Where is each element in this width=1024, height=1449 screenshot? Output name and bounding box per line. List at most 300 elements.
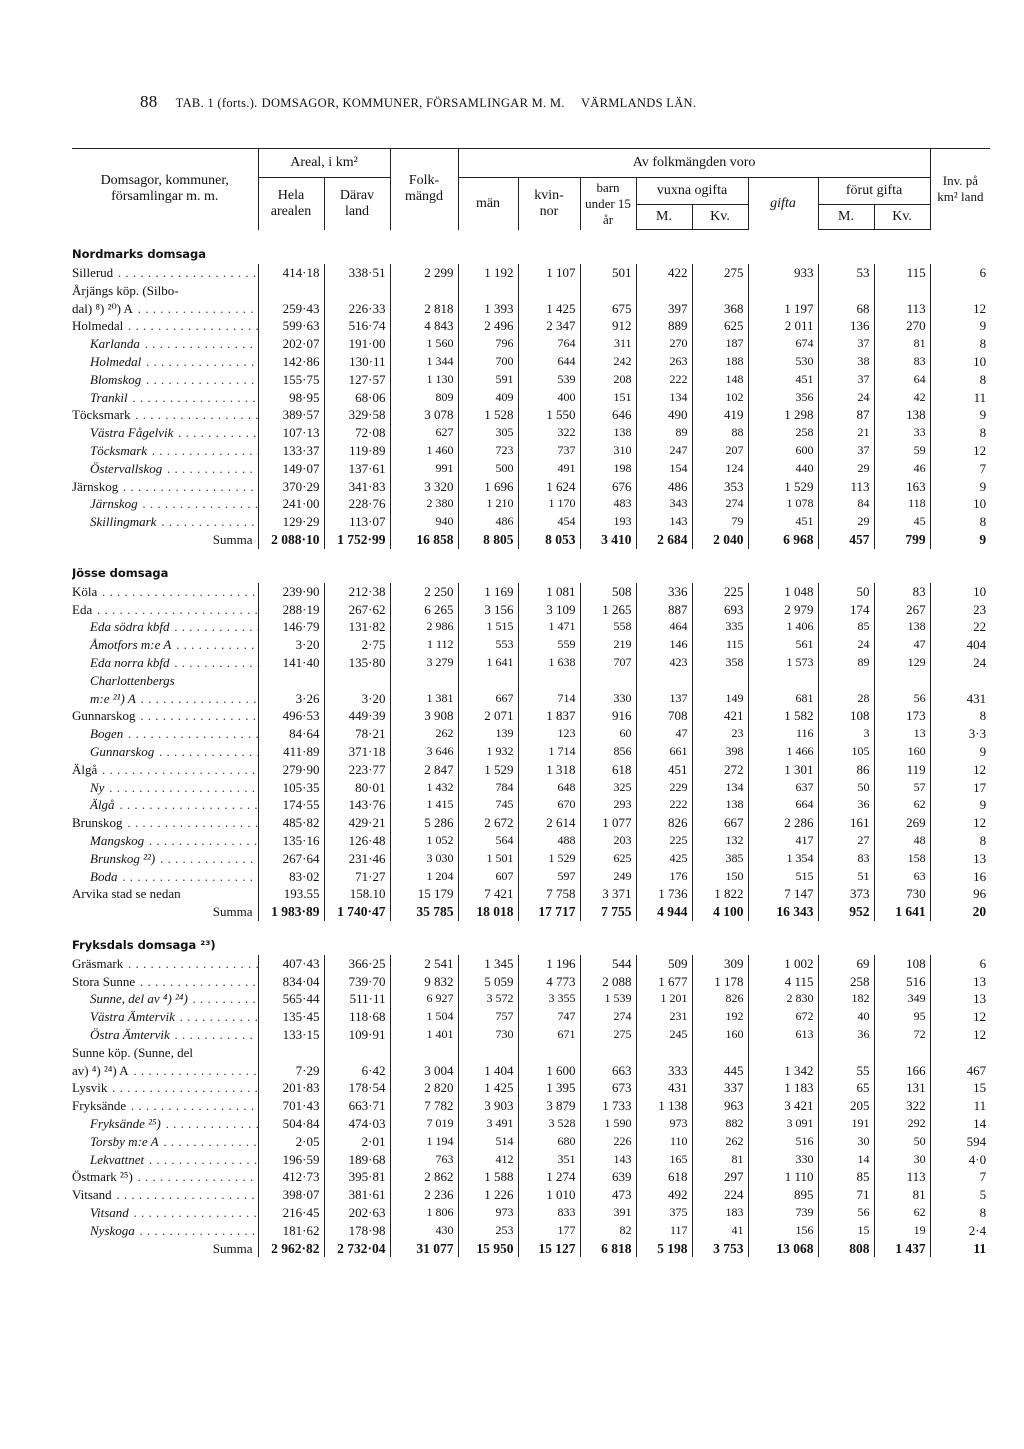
row-label-text: Eda: [72, 601, 93, 617]
cell: 3 320: [390, 478, 458, 496]
cell: 490: [636, 406, 692, 424]
cell: 9: [930, 743, 990, 761]
cell: 3 572: [458, 990, 518, 1008]
cell: 108: [874, 955, 930, 973]
col-of-population: Av folkmängden voro: [458, 149, 930, 178]
cell: 1 529: [518, 850, 580, 868]
cell: 1 169: [458, 583, 518, 601]
cell: 3 528: [518, 1115, 580, 1133]
cell: 488: [518, 832, 580, 850]
cell: 191·00: [324, 335, 390, 353]
cell: [818, 282, 874, 300]
cell: 952: [818, 903, 874, 921]
cell: 219: [580, 636, 636, 654]
row-label-text: Torsby m:e A: [90, 1133, 159, 1149]
cell: 644: [518, 353, 580, 371]
cell: 3 109: [518, 601, 580, 619]
cell: 451: [748, 513, 818, 531]
cell: 189·68: [324, 1151, 390, 1169]
cell: 370·29: [258, 478, 324, 496]
cell: 2 830: [748, 990, 818, 1008]
cell: 559: [518, 636, 580, 654]
cell: 2 862: [390, 1168, 458, 1186]
table-row: [72, 761, 990, 779]
row-label-text: Vitsand: [72, 1187, 112, 1203]
leader-dots: [137, 708, 258, 723]
cell: 127·57: [324, 371, 390, 389]
cell: 1 501: [458, 850, 518, 868]
cell: [518, 672, 580, 690]
cell: 973: [636, 1115, 692, 1133]
cell: 3 156: [458, 601, 518, 619]
leader-dots: [127, 1098, 258, 1113]
row-label: [72, 1204, 258, 1222]
cell: 564: [458, 832, 518, 850]
row-label: [72, 264, 258, 282]
cell: 131·82: [324, 618, 390, 636]
table-row: [72, 1204, 990, 1222]
cell: 11: [930, 1097, 990, 1115]
cell: 13: [874, 725, 930, 743]
row-label-text: Blomskog: [90, 371, 142, 387]
col-children: barn under 15 år: [580, 178, 636, 230]
cell: 1 274: [518, 1168, 580, 1186]
row-label: [72, 1115, 258, 1133]
leader-dots: [176, 1009, 258, 1024]
cell: 515: [748, 868, 818, 886]
cell: 3 646: [390, 743, 458, 761]
row-label: [72, 850, 258, 868]
cell: 83·02: [258, 868, 324, 886]
cell: 322: [874, 1097, 930, 1115]
cell: 166: [874, 1062, 930, 1080]
cell: 325: [580, 779, 636, 797]
cell: 8: [930, 1204, 990, 1222]
cell: 115: [692, 636, 748, 654]
cell: 739: [748, 1204, 818, 1222]
cell: 98·95: [258, 389, 324, 407]
row-label: [72, 1097, 258, 1115]
cell: 130·11: [324, 353, 390, 371]
col-population: Folk-mängd: [390, 149, 458, 230]
cell: 13 068: [748, 1240, 818, 1258]
cell: 4 773: [518, 973, 580, 991]
cell: 247: [636, 442, 692, 460]
cell: 15 179: [390, 885, 458, 903]
cell: 21: [818, 424, 874, 442]
cell: 1 052: [390, 832, 458, 850]
cell: 158.10: [324, 885, 390, 903]
cell: 391: [580, 1204, 636, 1222]
cell: 834·04: [258, 973, 324, 991]
cell: 202·63: [324, 1204, 390, 1222]
row-label: [72, 389, 258, 407]
cell: [636, 282, 692, 300]
cell: 134: [636, 389, 692, 407]
cell: 1 301: [748, 761, 818, 779]
cell: 1 560: [390, 335, 458, 353]
table-row: [72, 460, 990, 478]
cell: 661: [636, 743, 692, 761]
cell: 177: [518, 1222, 580, 1240]
row-label: [72, 725, 258, 743]
cell: 1 504: [390, 1008, 458, 1026]
row-label: [72, 282, 258, 300]
cell: 6·42: [324, 1062, 390, 1080]
cell: 530: [748, 353, 818, 371]
cell: 53: [818, 264, 874, 282]
cell: 1 130: [390, 371, 458, 389]
cell: 856: [580, 743, 636, 761]
cell: [518, 282, 580, 300]
cell: 85: [818, 1168, 874, 1186]
cell: 730: [874, 885, 930, 903]
cell: 2 286: [748, 814, 818, 832]
table-row: [72, 832, 990, 850]
cell: 389·57: [258, 406, 324, 424]
cell: 663: [580, 1062, 636, 1080]
cell: 9: [930, 406, 990, 424]
cell: 646: [580, 406, 636, 424]
cell: 83: [874, 583, 930, 601]
cell: 137·61: [324, 460, 390, 478]
table-row: [72, 389, 990, 407]
leader-dots: [145, 833, 258, 848]
cell: 1 590: [580, 1115, 636, 1133]
cell: 2 040: [692, 531, 748, 549]
row-label: [72, 1168, 258, 1186]
leader-dots: [136, 1223, 258, 1238]
leader-dots: [134, 1169, 258, 1184]
cell: 29: [818, 513, 874, 531]
cell: 29: [818, 460, 874, 478]
row-label: [72, 1026, 258, 1044]
cell: 12: [930, 1008, 990, 1026]
cell: 96: [930, 885, 990, 903]
cell: 8: [930, 707, 990, 725]
table-row: [72, 743, 990, 761]
cell: 1 733: [580, 1097, 636, 1115]
cell: 47: [874, 636, 930, 654]
cell: 2·05: [258, 1133, 324, 1151]
cell: [636, 672, 692, 690]
cell: 1 822: [692, 885, 748, 903]
cell: 3 078: [390, 406, 458, 424]
cell: [458, 282, 518, 300]
row-label-text: Älgå: [90, 797, 115, 813]
row-label-text: Boda: [90, 868, 118, 884]
cell: 2·75: [324, 636, 390, 654]
cell: 648: [518, 779, 580, 797]
cell: 117: [636, 1222, 692, 1240]
cell: 4 100: [692, 903, 748, 921]
cell: 7 782: [390, 1097, 458, 1115]
cell: 1 736: [636, 885, 692, 903]
cell: 353: [692, 478, 748, 496]
cell: 963: [692, 1097, 748, 1115]
district-row: [72, 549, 990, 583]
cell: 270: [874, 317, 930, 335]
cell: 492: [636, 1186, 692, 1204]
cell: 539: [518, 371, 580, 389]
cell: 55: [818, 1062, 874, 1080]
cell: 1 178: [692, 973, 748, 991]
cell: 639: [580, 1168, 636, 1186]
table-row: [72, 779, 990, 797]
cell: 500: [458, 460, 518, 478]
row-label-text: Fryksände ²⁵): [90, 1116, 161, 1132]
cell: 2 818: [390, 300, 458, 318]
cell: 12: [930, 1026, 990, 1044]
col-density: Inv. på km² land: [930, 149, 990, 230]
cell: 371·18: [324, 743, 390, 761]
table-row: [72, 1186, 990, 1204]
leader-dots: [98, 762, 258, 777]
district-row: [72, 230, 990, 265]
cell: 183: [692, 1204, 748, 1222]
cell: 607: [458, 868, 518, 886]
cell: 131: [874, 1079, 930, 1097]
cell: [258, 1044, 324, 1062]
cell: 57: [874, 779, 930, 797]
leader-dots: [113, 1187, 258, 1202]
cell: 239·90: [258, 583, 324, 601]
cell: 366·25: [324, 955, 390, 973]
cell: [930, 1044, 990, 1062]
cell: 544: [580, 955, 636, 973]
cell: 13: [930, 973, 990, 991]
cell: 124: [692, 460, 748, 478]
cell: 663·71: [324, 1097, 390, 1115]
cell: 1 345: [458, 955, 518, 973]
cell: 40: [818, 1008, 874, 1026]
cell: 207: [692, 442, 748, 460]
cell: 205: [818, 1097, 874, 1115]
cell: 258: [748, 424, 818, 442]
row-label: [72, 990, 258, 1008]
cell: 141·40: [258, 654, 324, 672]
cell: 1 837: [518, 707, 580, 725]
cell: 8 053: [518, 531, 580, 549]
cell: 398: [692, 743, 748, 761]
cell: 341·83: [324, 478, 390, 496]
leader-dots: [137, 691, 258, 706]
cell: 1 354: [748, 850, 818, 868]
cell: 1 194: [390, 1133, 458, 1151]
cell: 192: [692, 1008, 748, 1026]
row-label: [72, 1079, 258, 1097]
row-label-text: Eda norra kbfd: [90, 654, 170, 670]
col-area-group: Areal, i km²: [258, 149, 390, 178]
cell: 82: [580, 1222, 636, 1240]
cell: 148: [692, 371, 748, 389]
cell: 176: [636, 868, 692, 886]
cell: 680: [518, 1133, 580, 1151]
cell: 24: [818, 636, 874, 654]
cell: 1 638: [518, 654, 580, 672]
cell: 275: [692, 264, 748, 282]
leader-dots: [156, 851, 258, 866]
cell: 81: [874, 1186, 930, 1204]
cell: [324, 282, 390, 300]
statistics-table: [72, 148, 990, 1257]
cell: 129·29: [258, 513, 324, 531]
cell: 701·43: [258, 1097, 324, 1115]
cell: 31 077: [390, 1240, 458, 1258]
table-row: [72, 707, 990, 725]
row-label-text: Ny: [90, 779, 105, 795]
cell: 22: [930, 618, 990, 636]
cell: 1 210: [458, 495, 518, 513]
cell: 161: [818, 814, 874, 832]
region-title: VÄRMLANDS LÄN.: [580, 96, 697, 110]
cell: 231·46: [324, 850, 390, 868]
cell: 2 299: [390, 264, 458, 282]
leader-dots: [124, 956, 258, 971]
cell: 351: [518, 1151, 580, 1169]
cell: 3·26: [258, 690, 324, 708]
col-unit-label: Domsagor, kommuner, församlingar m. m.: [72, 149, 258, 230]
cell: 625: [580, 850, 636, 868]
cell: 409: [458, 389, 518, 407]
cell: 14: [930, 1115, 990, 1133]
cell: [580, 1044, 636, 1062]
page-number: 88: [140, 92, 158, 111]
cell: 178·54: [324, 1079, 390, 1097]
leader-dots: [134, 301, 258, 316]
table-row: [72, 335, 990, 353]
row-label-text: Arvika stad se nedan: [72, 886, 181, 902]
leader-dots: [93, 602, 258, 617]
cell: 675: [580, 300, 636, 318]
cell: 146·79: [258, 618, 324, 636]
leader-dots: [136, 974, 258, 989]
cell: 3 421: [748, 1097, 818, 1115]
leader-dots: [142, 372, 258, 387]
cell: 160: [874, 743, 930, 761]
leader-dots: [124, 318, 258, 333]
leader-dots: [157, 514, 258, 529]
leader-dots: [130, 1063, 258, 1078]
cell: 89: [818, 654, 874, 672]
table-row: [72, 442, 990, 460]
cell: 6 818: [580, 1240, 636, 1258]
leader-dots: [105, 780, 258, 795]
col-unmarried-f: Kv.: [692, 205, 748, 230]
cell: 808: [818, 1240, 874, 1258]
cell: 12: [930, 761, 990, 779]
cell: 36: [818, 796, 874, 814]
cell: 267·62: [324, 601, 390, 619]
cell: [874, 1044, 930, 1062]
cell: 2 380: [390, 495, 458, 513]
leader-dots: [119, 479, 258, 494]
cell: 1 393: [458, 300, 518, 318]
leader-dots: [142, 354, 258, 369]
cell: 123: [518, 725, 580, 743]
leader-dots: [124, 815, 258, 830]
row-label: [72, 478, 258, 496]
cell: 1 002: [748, 955, 818, 973]
cell: 19: [874, 1222, 930, 1240]
cell: 486: [458, 513, 518, 531]
cell: 20: [930, 903, 990, 921]
cell: 37: [818, 371, 874, 389]
cell: 174: [818, 601, 874, 619]
cell: 2 820: [390, 1079, 458, 1097]
cell: 115: [874, 264, 930, 282]
cell: 2 847: [390, 761, 458, 779]
row-label: [72, 885, 258, 903]
cell: 1 550: [518, 406, 580, 424]
table-row: [72, 868, 990, 886]
cell: 429·21: [324, 814, 390, 832]
table-row: [72, 371, 990, 389]
cell: 310: [580, 442, 636, 460]
cell: 165: [636, 1151, 692, 1169]
cell: 102: [692, 389, 748, 407]
cell: 15 127: [518, 1240, 580, 1258]
cell: 882: [692, 1115, 748, 1133]
leader-dots: [116, 797, 258, 812]
row-label-text: Summa: [212, 1240, 253, 1256]
cell: 457: [818, 531, 874, 549]
cell: 113·07: [324, 513, 390, 531]
cell: 151: [580, 389, 636, 407]
cell: 119: [874, 761, 930, 779]
cell: 269: [874, 814, 930, 832]
leader-dots: [155, 744, 258, 759]
row-label: [72, 1240, 258, 1258]
row-label-text: Mangskog: [90, 832, 145, 848]
cell: 333: [636, 1062, 692, 1080]
cell: 440: [748, 460, 818, 478]
cell: 730: [458, 1026, 518, 1044]
cell: 68: [818, 300, 874, 318]
table-row: [72, 513, 990, 531]
cell: 464: [636, 618, 692, 636]
district-name: Nordmarks domsaga: [72, 247, 207, 262]
cell: 2 986: [390, 618, 458, 636]
row-label-text: Köla: [72, 583, 98, 599]
cell: 6: [930, 264, 990, 282]
cell: 84: [818, 495, 874, 513]
cell: 10: [930, 583, 990, 601]
row-label: [72, 814, 258, 832]
cell: 1 298: [748, 406, 818, 424]
cell: 72: [874, 1026, 930, 1044]
cell: 64: [874, 371, 930, 389]
table-row: [72, 690, 990, 708]
cell: 5 059: [458, 973, 518, 991]
row-label-text: Västra Fågelvik: [90, 425, 174, 441]
cell: [748, 1044, 818, 1062]
cell: 245: [636, 1026, 692, 1044]
cell: 154: [636, 460, 692, 478]
cell: 784: [458, 779, 518, 797]
cell: 116: [748, 725, 818, 743]
cell: 7 755: [580, 903, 636, 921]
cell: [258, 282, 324, 300]
cell: 454: [518, 513, 580, 531]
cell: 1 138: [636, 1097, 692, 1115]
cell: 764: [518, 335, 580, 353]
cell: 311: [580, 335, 636, 353]
cell: 241·00: [258, 495, 324, 513]
leader-dots: [145, 1152, 258, 1167]
col-area-total: Hela arealen: [258, 178, 324, 230]
cell: [930, 672, 990, 690]
